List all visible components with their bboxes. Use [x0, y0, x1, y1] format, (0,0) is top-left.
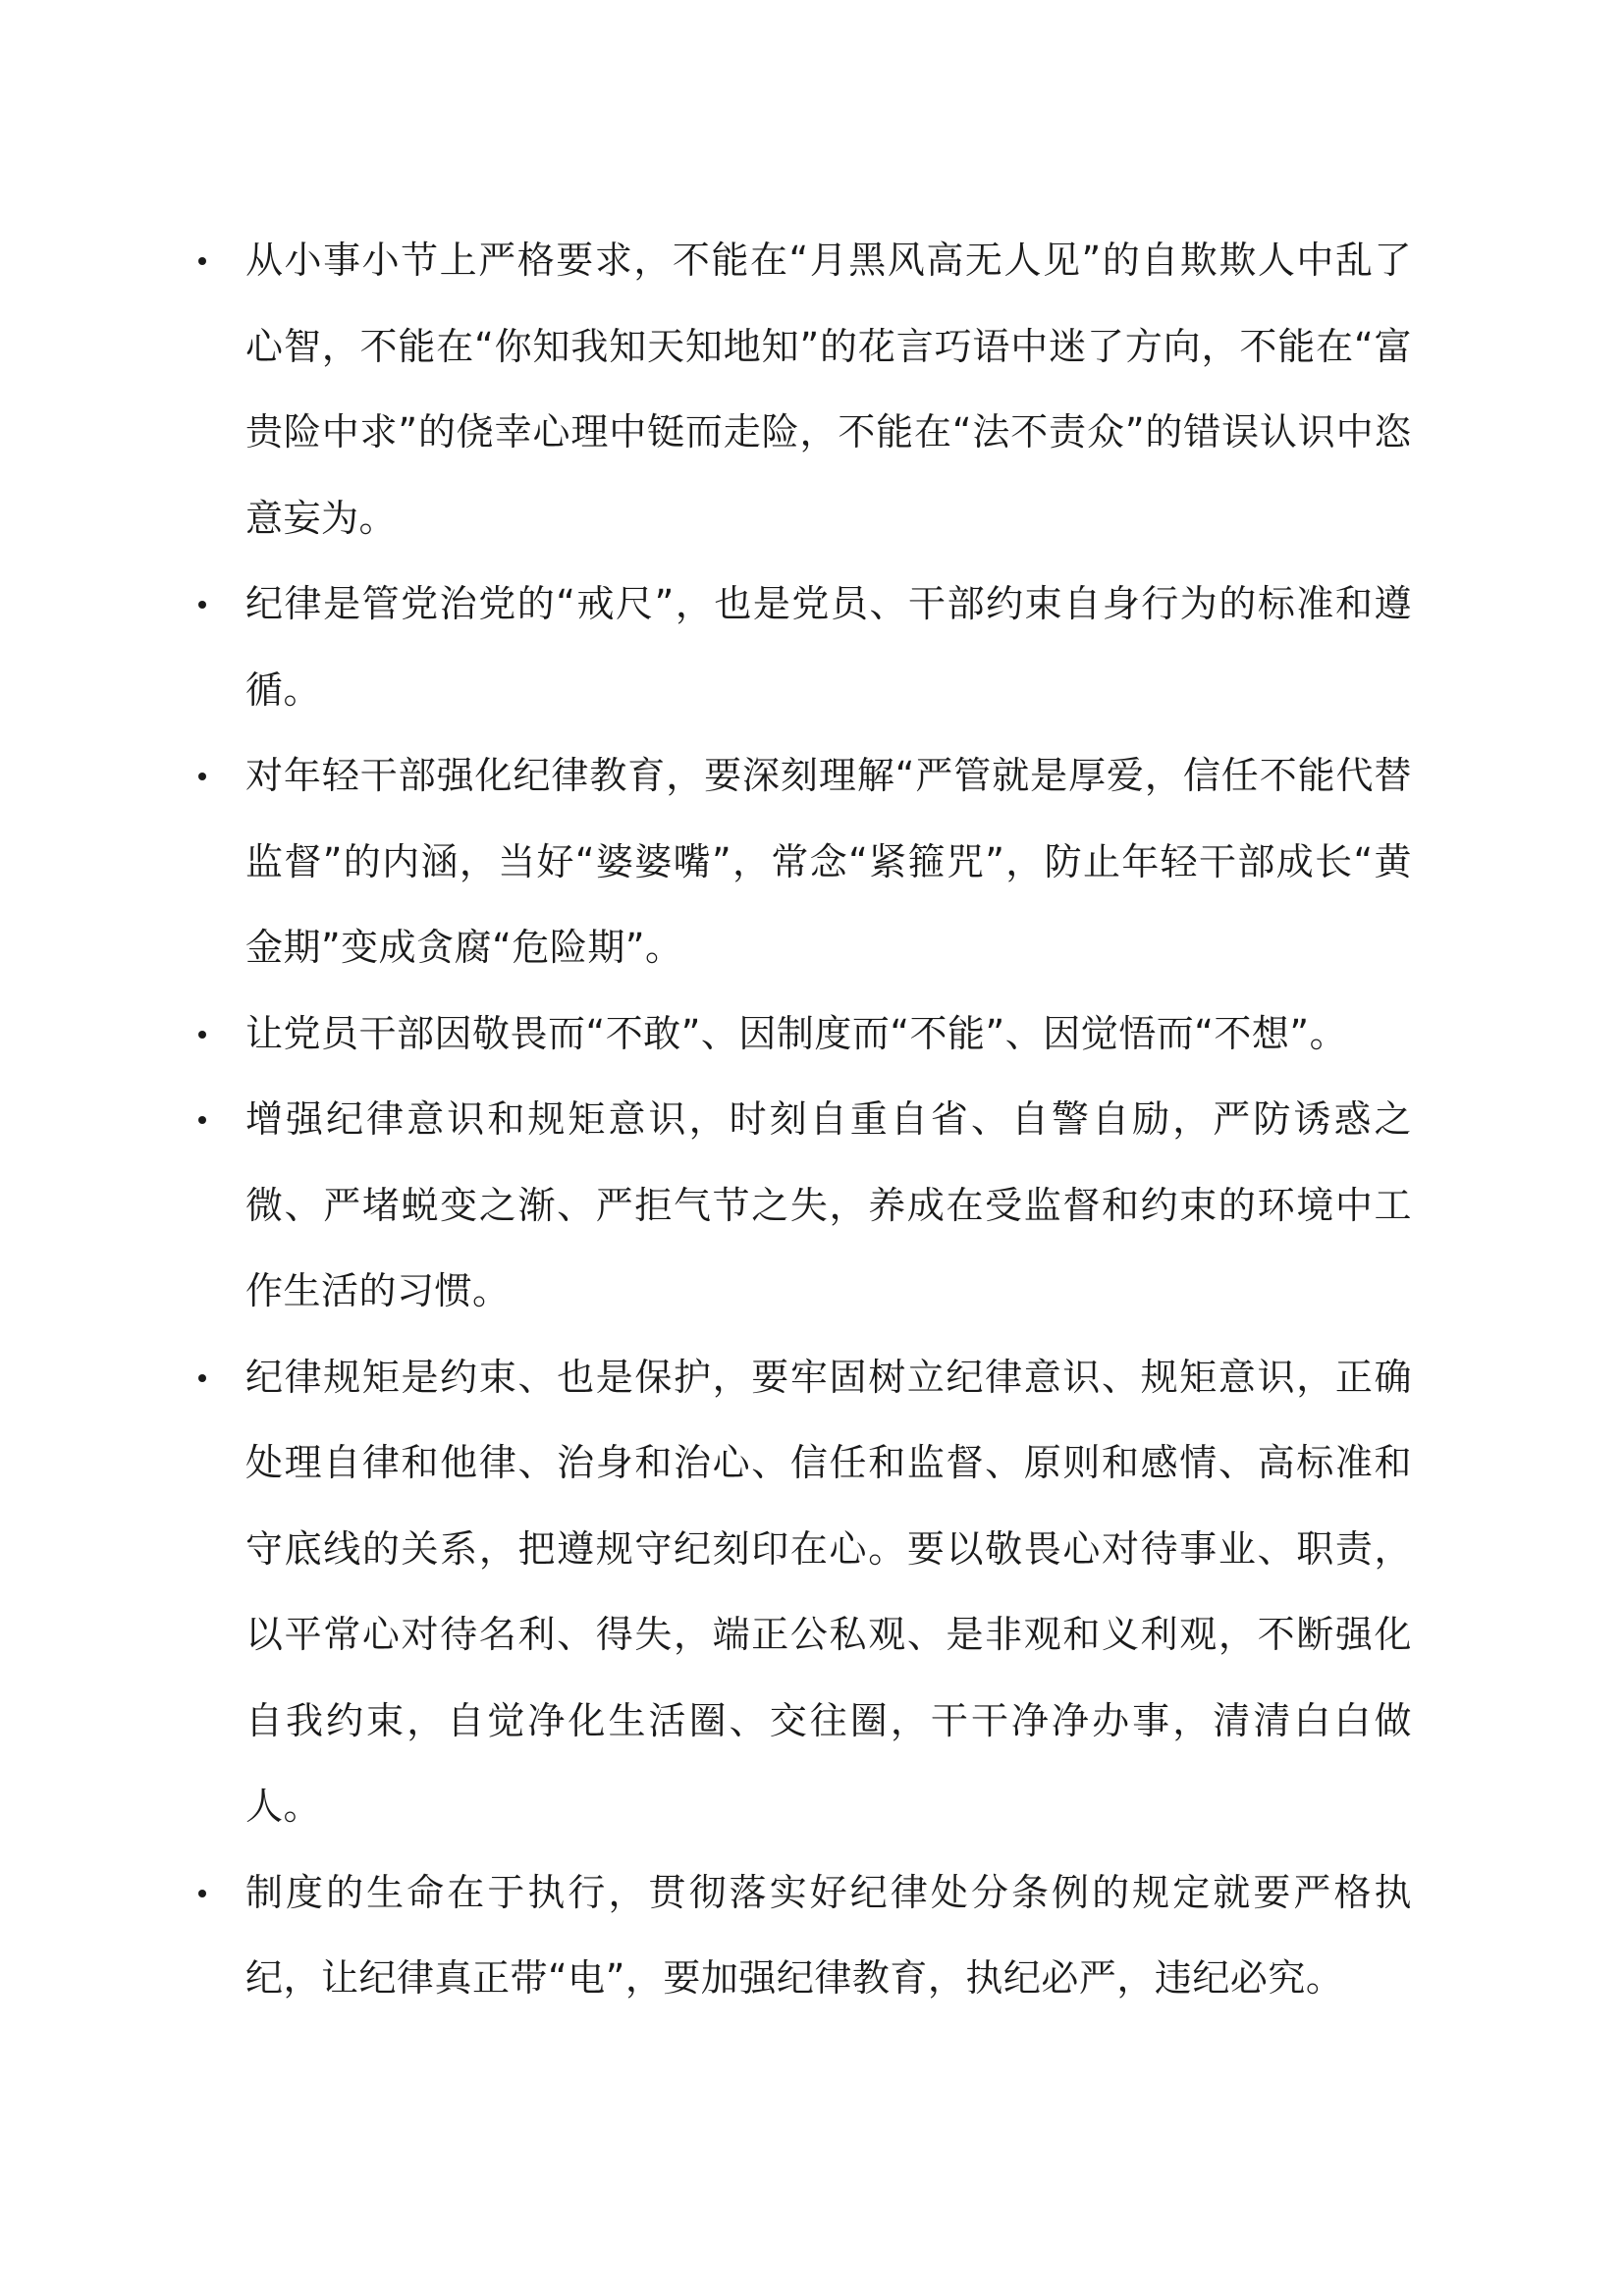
- list-item-text: 纪律规矩是约束、也是保护，要牢固树立纪律意识、规矩意识，正确处理自律和他律、治身和治心、信任和监督、原则和感情、高标准和守底线的关系，把遵规守纪刻印在心。要以敬畏心对待事业、职责，以平常心对待名利、得失，端正公私观、是非观和义利观，不断强化自我约束，自觉净化生活圈、交往圈，干干净净办事，清清白白做人。: [245, 1355, 1412, 1828]
- list-item: [185, 1850, 1412, 2022]
- bullet-dot-icon: [198, 1890, 206, 1897]
- bullet-dot-icon: [198, 1374, 206, 1382]
- bullet-dot-icon: [198, 1031, 206, 1039]
- bullet-dot-icon: [198, 773, 206, 780]
- bullet-list: [185, 218, 1412, 2022]
- list-item-text: 从小事小节上严格要求，不能在“月黑风高无人见”的自欺欺人中乱了心智，不能在“你知我知天知地知”的花言巧语中迷了方向，不能在“富贵险中求”的侥幸心理中铤而走险，不能在“法不责众”的错误认识中恣意妄为。: [245, 239, 1412, 540]
- bullet-dot-icon: [198, 257, 206, 265]
- bullet-dot-icon: [198, 601, 206, 609]
- list-item: [185, 733, 1412, 991]
- list-item: [185, 1335, 1412, 1850]
- list-item-text: 制度的生命在于执行，贯彻落实好纪律处分条例的规定就要严格执纪，让纪律真正带“电”，要加强纪律教育，执纪必严，违纪必究。: [245, 1870, 1412, 2000]
- list-item-text: 增强纪律意识和规矩意识，时刻自重自省、自警自励，严防诱惑之微、严堵蜕变之渐、严拒气节之失，养成在受监督和约束的环境中工作生活的习惯。: [245, 1097, 1412, 1312]
- list-item-text: 让党员干部因敬畏而“不敢”、因制度而“不能”、因觉悟而“不想”。: [245, 1011, 1348, 1055]
- list-item-text: 对年轻干部强化纪律教育，要深刻理解“严管就是厚爱，信任不能代替监督”的内涵，当好“婆婆嘴”，常念“紧箍咒”，防止年轻干部成长“黄金期”变成贪腐“危险期”。: [245, 754, 1412, 969]
- list-item: [185, 561, 1412, 733]
- bullet-dot-icon: [198, 1116, 206, 1124]
- list-item: [185, 1077, 1412, 1335]
- list-item: [185, 218, 1412, 561]
- list-item-text: 纪律是管党治党的“戒尺”，也是党员、干部约束自身行为的标准和遵循。: [245, 582, 1412, 712]
- list-item: [185, 991, 1412, 1078]
